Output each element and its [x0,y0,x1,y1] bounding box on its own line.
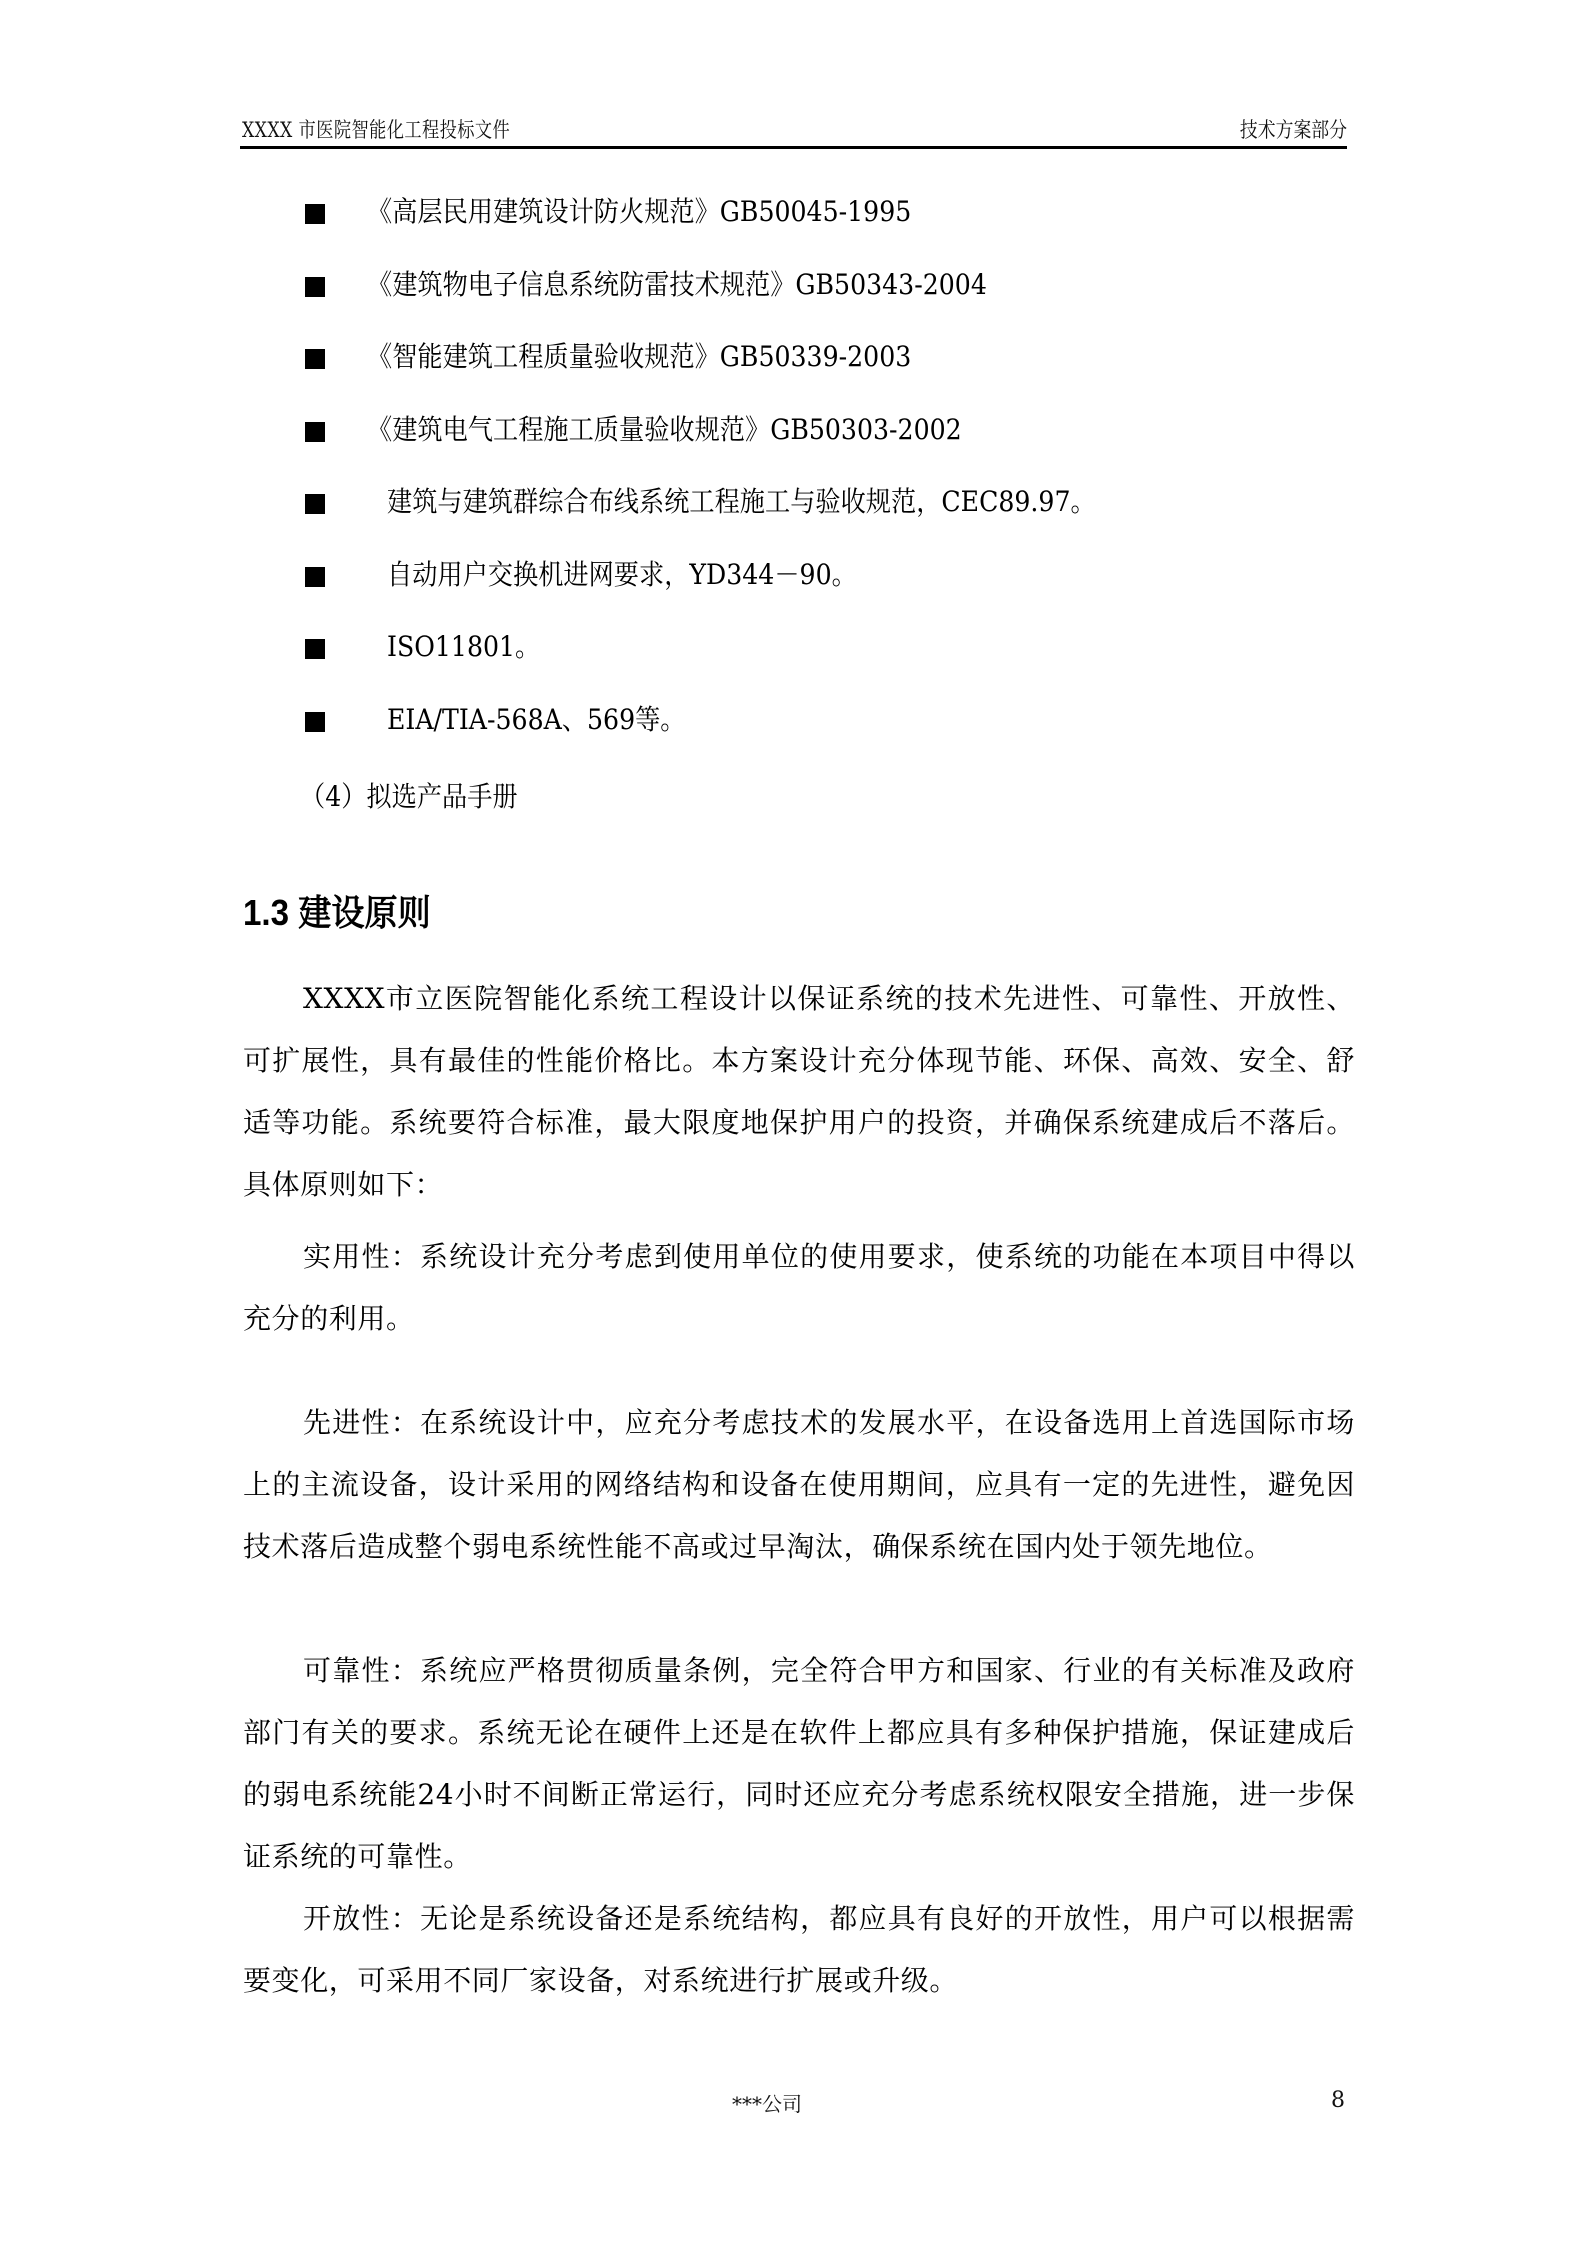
list-item-text: 《智能建筑工程质量验收规范》GB50339-2003 [367,340,912,373]
practicality-paragraph: 实用性：系统设计充分考虑到使用单位的使用要求，使系统的功能在本项目中得以充分的利用。 [243,1240,1355,1335]
reliability-paragraph: 可靠性：系统应严格贯彻质量条例，完全符合甲方和国家、行业的有关标准及政府部门有关的要求。系统无论在硬件上还是在软件上都应具有多种保护措施，保证建成后的弱电系统能24小时不间断正常运行，同时还应充分考虑系统权限安全措施，进一步保证系统的可靠性。 [243,1654,1355,1873]
page-footer [240,2088,1347,2124]
list-item-text: ISO11801。 [387,630,541,663]
list-item [305,190,1174,263]
list-item-text: EIA/TIA-568A、569等。 [387,702,686,736]
list-item [305,263,1174,336]
document-title: XXXX 市医院智能化工程投标文件 [242,118,511,142]
advancement-paragraph: 先进性：在系统设计中，应充分考虑技术的发展水平，在设备选用上首选国际市场上的主流设备，设计采用的网络结构和设备在使用期间，应具有一定的先进性，避免因技术落后造成整个弱电系统性能不高或过早淘汰，确保系统在国内处于领先地位。 [243,1406,1355,1563]
intro-paragraph: XXXX市立医院智能化系统工程设计以保证系统的技术先进性、可靠性、开放性、可扩展性，具有最佳的性能价格比。本方案设计充分体现节能、环保、高效、安全、舒适等功能。系统要符合标准，最大限度地保护用户的投资，并确保系统建成后不落后。具体原则如下： [243,982,1355,1201]
section-heading: 1.3 建设原则 [243,892,431,933]
square-bullet-icon [305,349,325,369]
square-bullet-icon [305,422,325,442]
list-item [305,408,1174,481]
footer-company: ***公司 [732,2092,802,2116]
list-item-text: 建筑与建筑群综合布线系统工程施工与验收规范，CEC89.97。 [387,485,1096,518]
page-number: 8 [1331,2088,1345,2113]
list-item-text: 《高层民用建筑设计防火规范》GB50045-1995 [367,195,912,228]
openness-paragraph: 开放性：无论是系统设备还是系统结构，都应具有良好的开放性，用户可以根据需要变化，可采用不同厂家设备，对系统进行扩展或升级。 [243,1902,1355,1997]
standards-list [305,190,1174,770]
square-bullet-icon [305,567,325,587]
sub-item-product-manual: （4）拟选产品手册 [300,780,518,813]
square-bullet-icon [305,712,325,732]
list-item [305,553,1174,626]
list-item [305,335,1174,408]
list-item-text: 自动用户交换机进网要求，YD344－90。 [387,557,857,591]
square-bullet-icon [305,204,325,224]
square-bullet-icon [305,494,325,514]
square-bullet-icon [305,277,325,297]
document-section-label: 技术方案部分 [1239,118,1347,142]
list-item-text: 《建筑电气工程施工质量验收规范》GB50303-2002 [367,412,962,446]
list-item-text: 《建筑物电子信息系统防雷技术规范》GB50343-2004 [367,267,987,301]
page-header [240,110,1347,149]
list-item [305,625,1174,698]
square-bullet-icon [305,639,325,659]
list-item [305,480,1174,553]
list-item [305,698,1174,771]
